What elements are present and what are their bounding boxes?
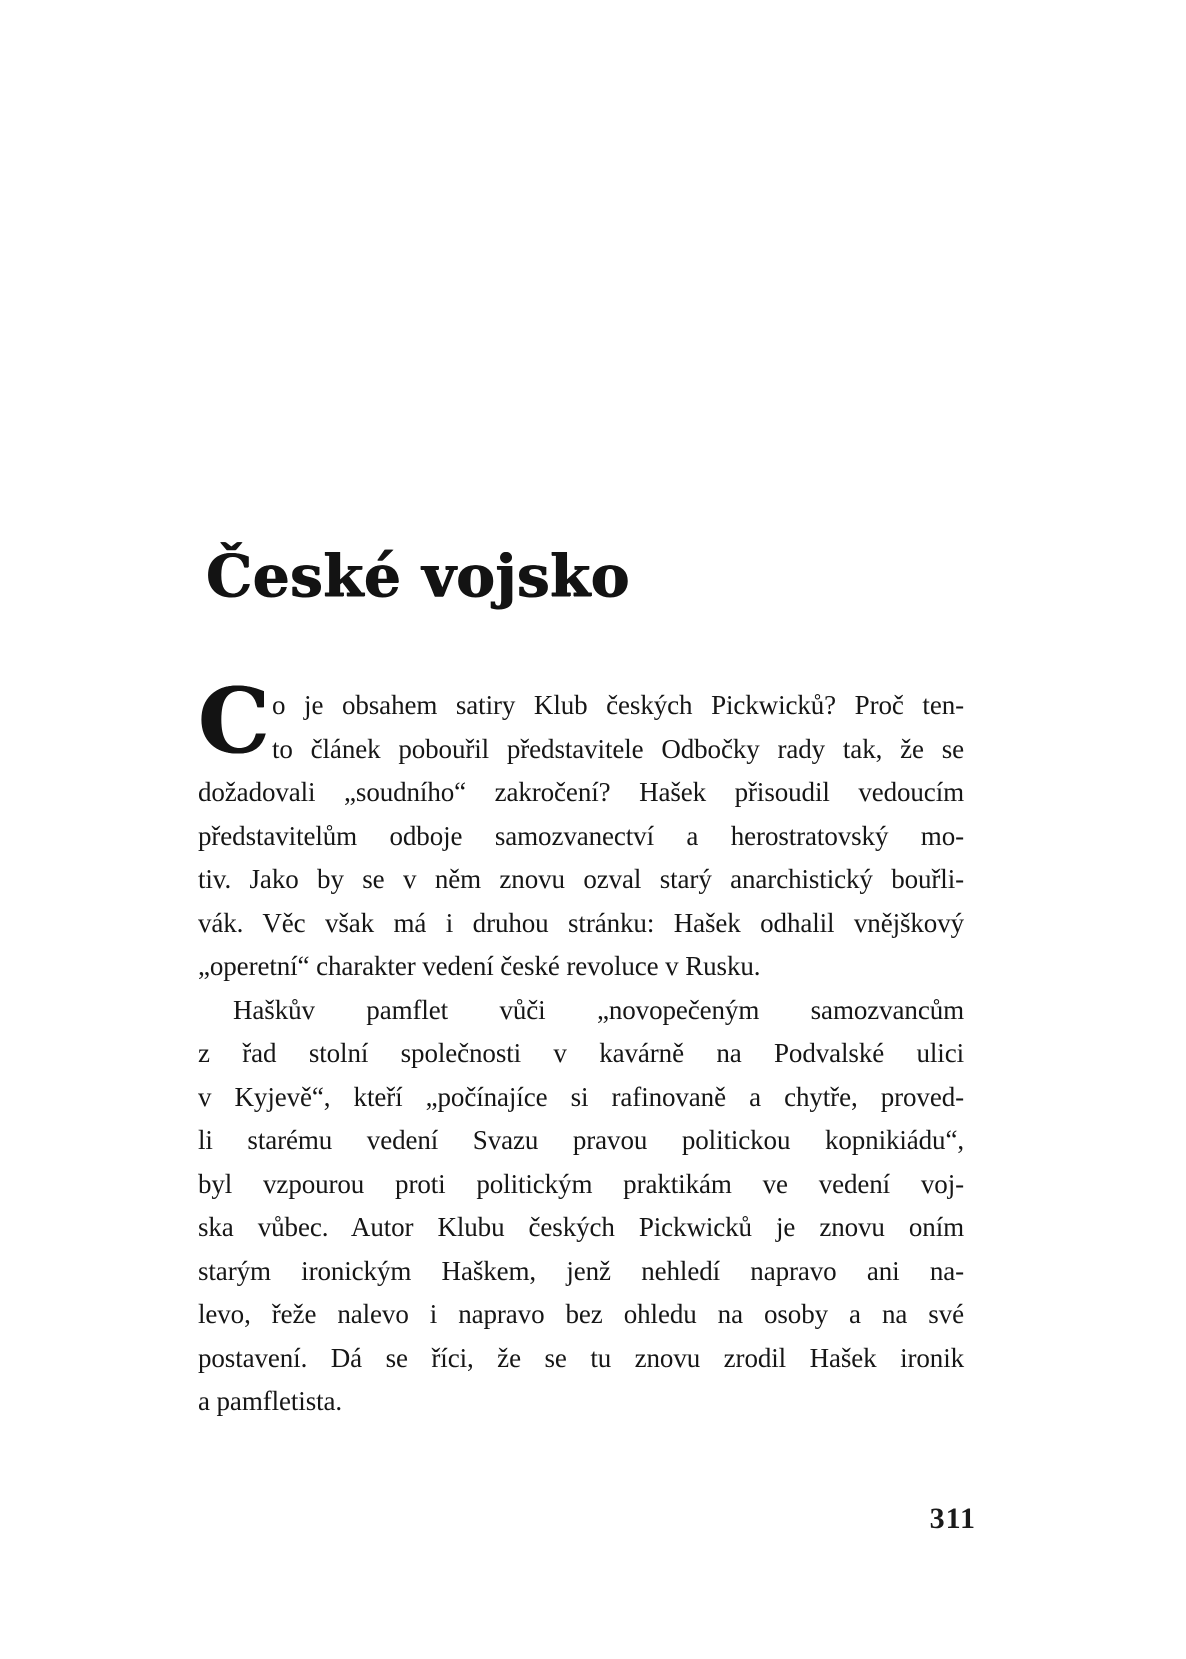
text-line: „operetní“ charakter vedení české revoluce v Rusku. [198, 951, 761, 981]
text-line: byl vzpourou proti politickým praktikám ve vedení voj- [198, 1168, 964, 1199]
text-line: starým ironickým Haškem, jenž nehledí napravo ani na- [198, 1255, 964, 1286]
chapter-title: České vojsko [206, 542, 630, 610]
text-line: dožadovali „soudního“ zakročení? Hašek přisoudil vedoucím [198, 777, 964, 807]
drop-cap-letter: C [198, 668, 270, 774]
text-line: vák. Věc však má i druhou stránku: Hašek odhalil vnějškový [198, 907, 964, 938]
paragraph-2 [198, 989, 964, 1424]
text-line: tiv. Jako by se v něm znovu ozval starý anarchistický bouřli- [198, 864, 964, 894]
text-line: ska vůbec. Autor Klubu českých Pickwicků je znovu oním [198, 1212, 964, 1242]
text-line: postavení. Dá se říci, že se tu znovu zrodil Hašek ironik [198, 1342, 964, 1373]
page-number: 311 [929, 1502, 976, 1535]
text-line: z řad stolní společnosti v kavárně na Podvalské ulici [198, 1038, 964, 1068]
text-line: představitelům odboje samozvanectví a herostratovský mo- [198, 820, 964, 851]
text-line: Haškův pamflet vůči „novopečeným samozvancům [233, 994, 964, 1025]
text-line: v Kyjevě“, kteří „počínajíce si rafinovaně a chytře, proved- [198, 1081, 964, 1112]
paragraph-1 [198, 668, 964, 989]
text-line: o je obsahem satiry Klub českých Pickwicků? Proč ten- [272, 690, 964, 720]
text-line: to článek pobouřil představitele Odbočky rady tak, že se [272, 733, 964, 764]
text-line: levo, řeže nalevo i napravo bez ohledu na osoby a na své [198, 1299, 964, 1329]
text-line: li starému vedení Svazu pravou politickou kopnikiádu“, [198, 1125, 964, 1155]
text-line: a pamfletista. [198, 1386, 343, 1416]
article-body [198, 668, 964, 1424]
